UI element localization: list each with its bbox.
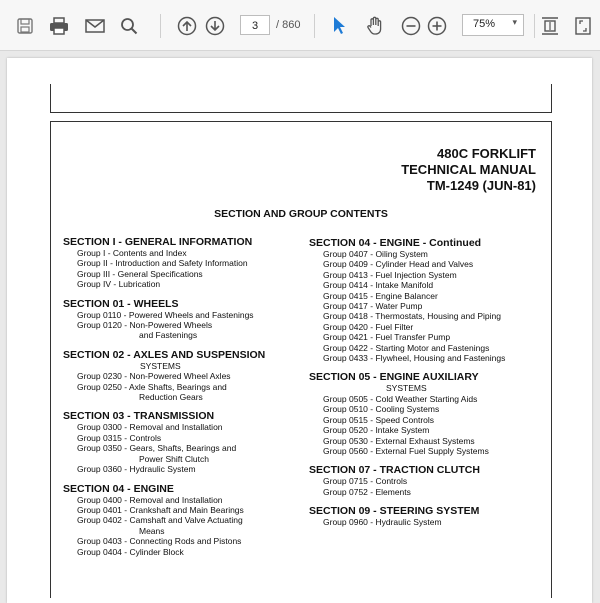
next-page-icon[interactable] — [202, 13, 228, 39]
contents-page-frame — [50, 121, 552, 598]
manual-title-line-1: 480C FORKLIFT — [437, 146, 536, 161]
group-entry: Group 0510 - Cooling Systems — [323, 404, 440, 415]
section-heading: SYSTEMS — [140, 360, 181, 371]
group-entry: Group 0404 - Cylinder Block — [77, 546, 184, 557]
section-heading: SECTION 04 - ENGINE — [63, 482, 174, 495]
group-entry: Group I - Contents and Index — [77, 248, 187, 258]
group-entry: Group 0409 - Cylinder Head and Valves — [323, 259, 474, 270]
group-entry: Group 0505 - Cold Weather Starting Aids — [323, 393, 478, 404]
group-entry: Group 0715 - Controls — [323, 476, 408, 487]
group-entry: Means — [139, 525, 165, 536]
group-entry: Group 0110 - Powered Wheels and Fastenings — [77, 309, 254, 320]
zoom-out-icon[interactable] — [398, 13, 424, 39]
left-contents-column — [63, 236, 303, 557]
group-entry: Group 0250 - Axle Shafts, Bearings and — [77, 381, 227, 392]
section-heading: SECTION 07 - TRACTION CLUTCH — [309, 464, 480, 477]
group-entry: Group 0350 - Gears, Shafts, Bearings and — [77, 443, 237, 454]
previous-page-frame — [50, 84, 552, 113]
select-tool-icon[interactable] — [326, 13, 352, 39]
section-heading: SECTION I - GENERAL INFORMATION — [63, 236, 253, 248]
group-entry: and Fastenings — [139, 330, 198, 341]
zoom-select[interactable] — [462, 14, 524, 36]
group-entry: Group 0401 - Crankshaft and Main Bearings — [77, 504, 244, 515]
group-entry: Group 0415 - Engine Balancer — [323, 290, 438, 301]
chevron-down-icon: ▾ — [512, 17, 517, 27]
fit-page-icon[interactable] — [537, 13, 563, 39]
group-entry: Group 0400 - Removal and Installation — [77, 494, 223, 505]
group-entry: Group 0230 - Non-Powered Wheel Axles — [77, 371, 231, 382]
email-icon[interactable] — [82, 13, 108, 39]
group-entry: Reduction Gears — [139, 392, 203, 403]
group-entry: Group 0300 - Removal and Installation — [77, 422, 223, 433]
group-entry: Group 0402 - Camshaft and Valve Actuating — [77, 515, 243, 526]
zoom-value: 75% — [473, 18, 496, 30]
manual-title-line-2: TECHNICAL MANUAL — [401, 162, 536, 177]
pdf-toolbar — [0, 0, 600, 51]
group-entry: Group 0515 - Speed Controls — [323, 414, 435, 425]
group-entry: Group 0530 - External Exhaust Systems — [323, 435, 475, 446]
group-entry: Group 0420 - Fuel Filter — [323, 321, 414, 332]
page-total: / 860 — [276, 19, 301, 31]
group-entry: Group 0413 - Fuel Injection System — [323, 269, 457, 280]
search-icon[interactable] — [116, 13, 142, 39]
group-entry: Group 0417 - Water Pump — [323, 301, 423, 312]
section-heading: SYSTEMS — [386, 383, 427, 394]
group-entry: Group 0418 - Thermostats, Housing and Piping — [323, 311, 501, 322]
group-entry: Group IV - Lubrication — [77, 279, 161, 290]
hand-tool-icon[interactable] — [362, 13, 388, 39]
print-icon[interactable] — [46, 13, 72, 39]
group-entry: Group 0422 - Starting Motor and Fastenings — [323, 342, 490, 353]
group-entry: Group II - Introduction and Safety Information — [77, 258, 248, 269]
group-entry: Group 0752 - Elements — [323, 486, 411, 497]
section-heading: SECTION 04 - ENGINE - Continued — [309, 237, 482, 249]
zoom-in-icon[interactable] — [424, 13, 450, 39]
contents-heading: SECTION AND GROUP CONTENTS — [214, 208, 388, 220]
group-entry: Group 0407 - Oiling System — [323, 249, 428, 259]
group-entry: Group 0433 - Flywheel, Housing and Fastenings — [323, 353, 506, 364]
group-entry: Group 0520 - Intake System — [323, 425, 430, 436]
group-entry: Group 0360 - Hydraulic System — [77, 464, 196, 475]
group-entry: Group 0403 - Connecting Rods and Pistons — [77, 536, 242, 547]
group-entry: Power Shift Clutch — [139, 453, 209, 464]
group-entry: Group 0960 - Hydraulic System — [323, 517, 442, 528]
group-entry: Group 0315 - Controls — [77, 432, 162, 443]
right-contents-column — [309, 237, 549, 528]
section-heading: SECTION 02 - AXLES AND SUSPENSION — [63, 348, 266, 361]
section-heading: SECTION 05 - ENGINE AUXILIARY — [309, 371, 479, 384]
group-entry: Group 0560 - External Fuel Supply Systems — [323, 445, 489, 456]
group-entry: Group 0120 - Non-Powered Wheels — [77, 320, 213, 331]
group-entry: Group III - General Specifications — [77, 268, 203, 279]
rotate-icon[interactable] — [570, 13, 596, 39]
save-icon[interactable] — [12, 13, 38, 39]
group-entry: Group 0421 - Fuel Transfer Pump — [323, 332, 451, 343]
section-heading: SECTION 09 - STEERING SYSTEM — [309, 505, 480, 518]
previous-page-icon[interactable] — [174, 13, 200, 39]
section-heading: SECTION 03 - TRANSMISSION — [63, 410, 215, 423]
group-entry: Group 0414 - Intake Manifold — [323, 280, 434, 291]
section-heading: SECTION 01 - WHEELS — [63, 297, 179, 310]
manual-title-line-3: TM-1249 (JUN-81) — [426, 178, 536, 193]
page-number-input[interactable]: 3 — [240, 15, 270, 35]
